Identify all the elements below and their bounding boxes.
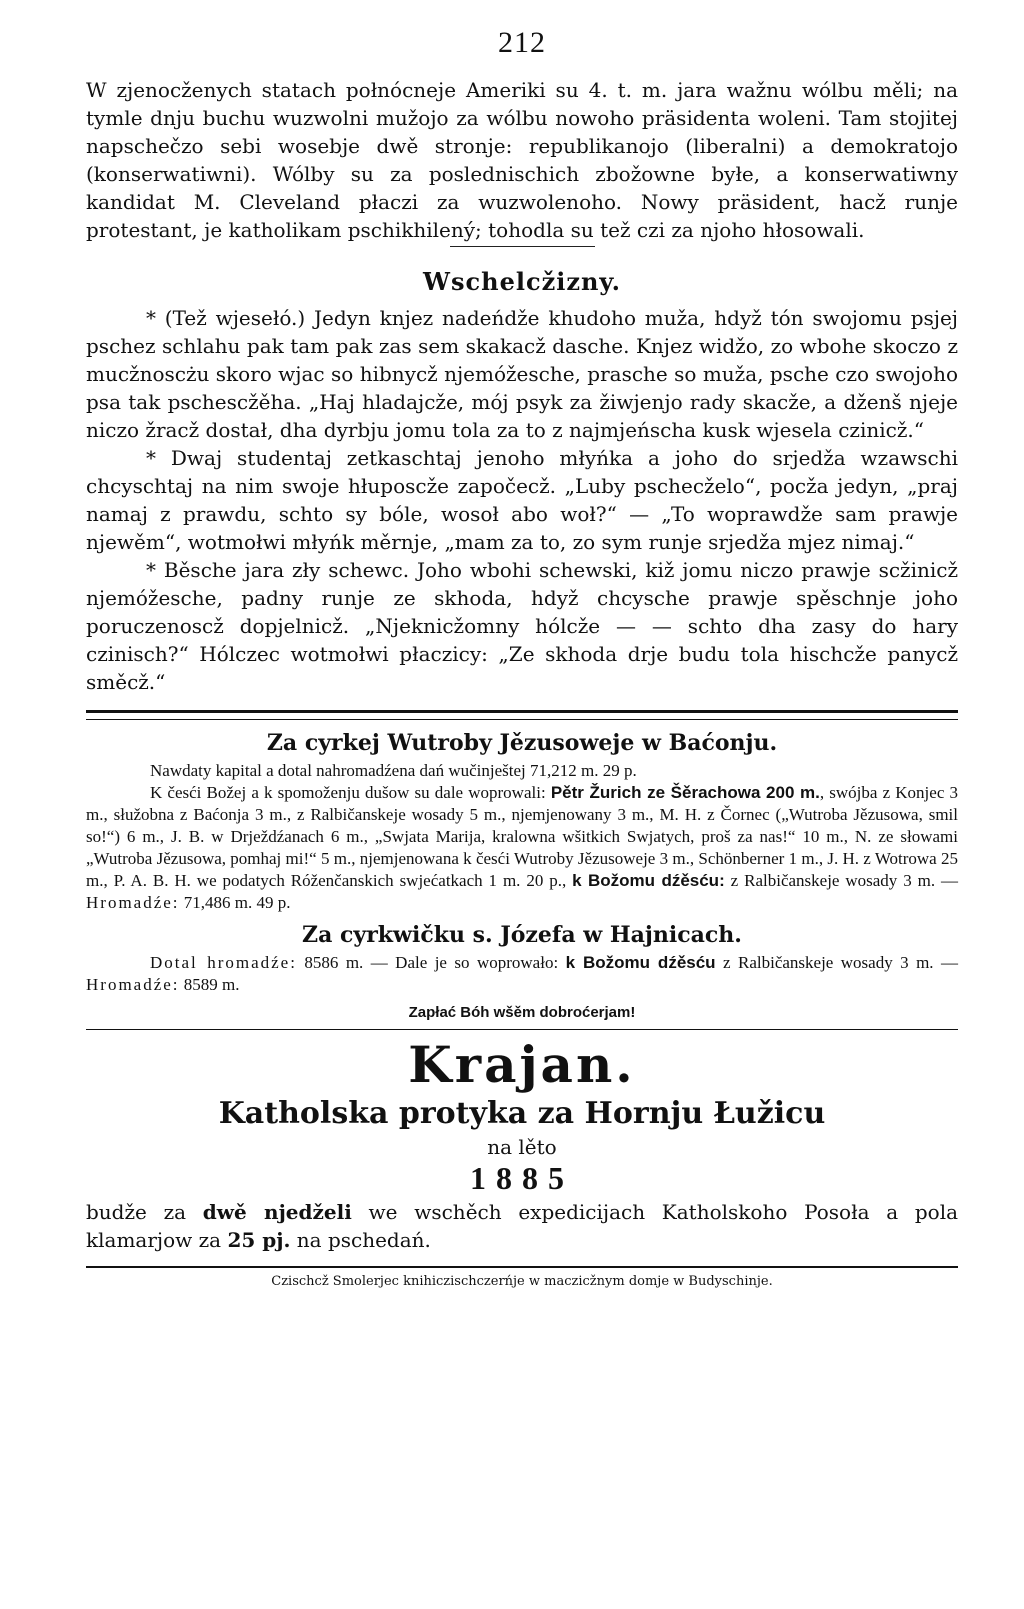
- fund-heading-bacon: Za cyrkej Wutroby Jězusoweje w Baćonju.: [266, 730, 778, 756]
- advert-na-leto: na lěto: [487, 1135, 557, 1159]
- total-label: Hromadźe:: [86, 975, 180, 994]
- donations-lead: K česći Božej a k spomoženju dušow su dale woprowali:: [150, 783, 546, 802]
- fund-bacon-text: [86, 760, 958, 914]
- advert-subtitle: Katholska protyka za Hornju Łužicu: [218, 1096, 826, 1131]
- advert-price: 25 pj.: [227, 1228, 291, 1252]
- hajnicy-donation: z Ralbičanskeje wosady 3 m. —: [723, 953, 958, 972]
- advert-year: 1885: [470, 1160, 574, 1196]
- christ-child-label: k Božomu dźěsću: [565, 953, 716, 972]
- divider-short: [450, 246, 595, 247]
- miscellany-heading: Wschelcžizny.: [423, 267, 621, 296]
- total-value: 71,486 m. 49 p.: [183, 893, 291, 912]
- christ-child-label: k Božomu dźěsću:: [572, 871, 725, 890]
- advert-text-a: budže za: [86, 1200, 187, 1224]
- dotal-value: 8586 m. — Dale je so woprowało:: [304, 953, 559, 972]
- advert-text-e: na pschedań.: [296, 1228, 431, 1252]
- total-value: 8589 m.: [183, 975, 240, 994]
- fund-heading-hajnicy: Za cyrkwičku s. Józefa w Hajnicach.: [302, 922, 742, 948]
- advert-text-c: we wschěch expedicijach Katholskoho Posoła a pola klamarjow za: [86, 1200, 959, 1252]
- advert-text: [86, 1198, 958, 1254]
- thanks-line: Zapłać Bóh wšěm dobroćerjam!: [408, 1004, 636, 1021]
- printer-imprint: Czischcž Smolerjec knihiczischczerńje w maczicžnym domje w Budyschinje.: [271, 1274, 773, 1289]
- joke-item: * Běsche jara zły schewc. Joho wbohi schewski, kiž jomu niczo prawje scžinicž njemóžesche, padny runje ze skhoda, hdyž chcysche prawje spěschnje joho poruczenoscž dopjelnicž. „Njeknicžomny hólcže — — schto dha zasy do hary czinisch?“ Hólczec wotmołwi płaczicy: „Ze skhoda drje budu tola hischcže panycž směcž.“: [86, 558, 958, 694]
- footer-rule: [86, 1266, 958, 1268]
- advert-text-b: dwě njedželi: [202, 1200, 352, 1224]
- news-paragraph: W zjenocženych statach połnócneje Ameriki su 4. t. m. jara wažnu wólbu měli; na tymle dnju buchu wuzwolni mužojo za wólbu nowoho präsidenta woleni. Tam stojitej napschečzo sebi wosebje dwě stronje: republikanojo (liberalni) a demokratojo (konserwatiwni). Wólby su za poslednischich zbožowne byłe, a konserwatiwny kandidat M. Cleveland płaczi za wuzwolenoho. Nowy präsident, hacž runje protestant, je katholikam pschikhilený; tohodla su tež czi za njoho hłosowali.: [86, 78, 958, 242]
- advert-title: Krajan.: [408, 1035, 636, 1094]
- donations-list: , swójba z Konjec 3 m., słužobna z Baćonja 3 m., z Ralbičanskeje wosady 5 m., njemjenowany 3 m., M. H. z Čornec („Wutroba Jězusowa, smil so!“) 6 m., J. B. w Drježdźanach 6 m., „Swjata Marija, kralowna wšitkich Swjatych, proš za nas!“ 10 m., N. ze słowami „Wutroba Jězusowa, pomhaj mi!“ 5 m., njemjenowana k česći Wutroby Jězusoweje 3 m., Schönberner 1 m., J. H. z Wotrowa 25 m., P. A. B. H. we podatych Róženčanskich swjećatkach 1 m. 20 p.,: [86, 783, 959, 890]
- donations-tail: z Ralbičanskeje wosady 3 m. —: [730, 871, 959, 890]
- dotal-label: Dotal hromadźe:: [150, 953, 297, 972]
- fund-hajnicy-paragraph: [86, 952, 958, 996]
- joke-item: * Dwaj studentaj zetkaschtaj jenoho młyńka a joho do srjedža wzawschi chcyschtaj na nim swoje hłuposcže započecž. „Luby pschecželo“, pocža jedyn, „praj namaj z prawdu, schto sy bóle, wosoł abo woł?“ — „To woprawdže sam prawje njewěm“, wotmołwi młyńk měrnje, „mam za to, zo sym runje srjedža mjez nimaj.“: [86, 446, 958, 554]
- fund-bacon-donations: [86, 782, 958, 914]
- page: [86, 26, 958, 1586]
- fund-hajnicy-text: [86, 952, 958, 996]
- joke-item: * (Tež wjesełó.) Jedyn knjez nadeńdže khudoho muža, hdyž tón swojomu psjej pschez schlahu pak tam pak zas sem skakacž dasche. Knjez widžo, zo wbohe skoczo z mucžnoscżu skoro wjac so hibnycž njemóžesche, prasche so muža, psche czo swojoho psa tak pschescžěha. „Haj hladajcže, mój psyk za žiwjenjo rady skacže, a dženš njeje niczo žracž dostał, dha dyrbju jomu tola za to z najmjeńscha kusk wjesela czinicž.“: [86, 306, 958, 442]
- fund-bacon-capital: Nawdaty kapital a dotal nahromadźena dań wučinještej 71,212 m. 29 p.: [150, 761, 637, 780]
- double-rule-divider: [86, 710, 958, 720]
- page-number: 212: [498, 26, 546, 59]
- divider-thin: [86, 1029, 958, 1030]
- donor-highlight: Pětr Žurich ze Šěrachowa 200 m.: [550, 783, 820, 802]
- total-label: Hromadźe:: [86, 893, 180, 912]
